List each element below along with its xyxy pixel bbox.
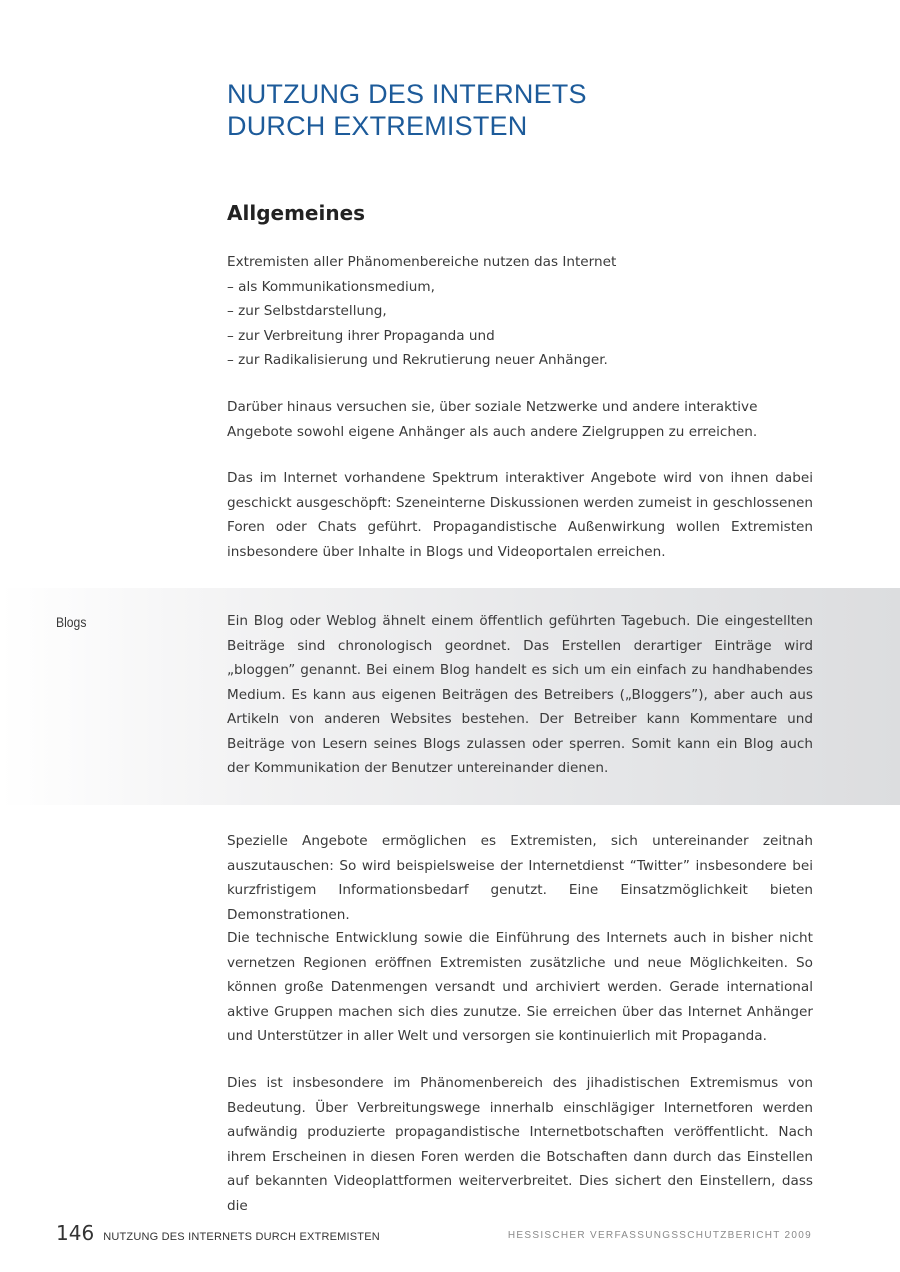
list-item: – zur Radikalisierung und Rekrutierung neuer Anhänger. (227, 352, 608, 368)
paragraph (227, 926, 813, 1049)
intro-block (227, 250, 813, 373)
footer-report-title: HESSISCHER VERFASSUNGSSCHUTZBERICHT 2009 (507, 1230, 812, 1241)
paragraph (227, 466, 813, 564)
paragraph-text: Dies ist insbesondere im Phänomenbereich des jihadistischen Extremismus von Bedeutung. Über Verbreitungswege innerhalb einschlägiger Internetforen werden aufwändig produzierte propagandistische Internetbotschaften veröffentlicht. Nach ihrem Erscheinen in diesen Foren werden die Botschaften dann durch das Einstellen auf bekannten Videoplattformen weiterverbreitet. Dies sichert den Einstellern, dass die (227, 1075, 813, 1214)
page-title-line-2: DURCH EXTREMISTEN (227, 111, 528, 141)
paragraph-text: Die technische Entwicklung sowie die Einführung des Internets auch in bisher nicht vernetzen Regionen eröffnen Extremisten zusätzliche und neue Möglichkeiten. So können große Datenmengen versandt und archiviert werden. Gerade international aktive Gruppen machen sich dies zunutze. Sie erreichen über das Internet Anhänger und Unterstützer in aller Welt und versorgen sie kontinuierlich mit Propaganda. (227, 930, 813, 1044)
list-item: – als Kommunikationsmedium, (227, 278, 435, 295)
paragraph (227, 829, 813, 927)
paragraph-text: Spezielle Angebote ermöglichen es Extremisten, sich untereinander zeitnah auszutauschen: So wird beispielsweise der Internetdienst “Twitter” insbesondere bei kurzfristigem Informationsbedarf genutzt. Eine Einsatzmöglichkeit bieten Demonstrationen. (227, 833, 813, 923)
intro-line: Extremisten aller Phänomenbereiche nutzen das Internet (227, 254, 617, 270)
margin-label-blogs: Blogs (56, 615, 87, 630)
section-heading: Allgemeines (227, 201, 366, 225)
footer-left (56, 1221, 380, 1245)
info-box-text (227, 609, 813, 781)
list-item: – zur Selbstdarstellung, (227, 303, 387, 319)
paragraph (227, 1071, 813, 1218)
paragraph-text: Ein Blog oder Weblog ähnelt einem öffentlich geführten Tagebuch. Die eingestellten Beiträge sind chronologisch geordnet. Das Erstellen derartiger Einträge wird „bloggen” genannt. Bei einem Blog handelt es sich um ein einfach zu handhabendes Medium. Es kann aus eigenen Beiträgen des Betreibers („Bloggers”), aber auch aus Artikeln von anderen Websites bestehen. Der Betreiber kann Kommentare und Beiträge von Lesern seines Blogs zulassen oder sperren. Somit kann ein Blog auch der Kommunikation der Benutzer untereinander dienen. (227, 613, 813, 776)
list-item: – zur Verbreitung ihrer Propaganda und (227, 327, 495, 344)
page-number: 146 (56, 1221, 95, 1245)
paragraph (227, 395, 813, 444)
page-title-line-1: NUTZUNG DES INTERNETS (227, 79, 587, 109)
paragraph-text: Darüber hinaus versuchen sie, über soziale Netzwerke und andere interaktive Angebote sowohl eigene Anhänger als auch andere Zielgruppen zu erreichen. (227, 399, 758, 440)
paragraph-text: Das im Internet vorhandene Spektrum interaktiver Angebote wird von ihnen dabei geschickt ausgeschöpft: Szeneinterne Diskussionen werden zumeist in geschlossenen Foren oder Chats geführt. Propagandistische Außenwirkung wollen Extremisten insbesondere über Inhalte in Blogs und Videoportalen erreichen. (227, 470, 813, 560)
page-title (227, 78, 587, 142)
footer-section-title: NUTZUNG DES INTERNETS DURCH EXTREMISTEN (103, 1231, 380, 1243)
